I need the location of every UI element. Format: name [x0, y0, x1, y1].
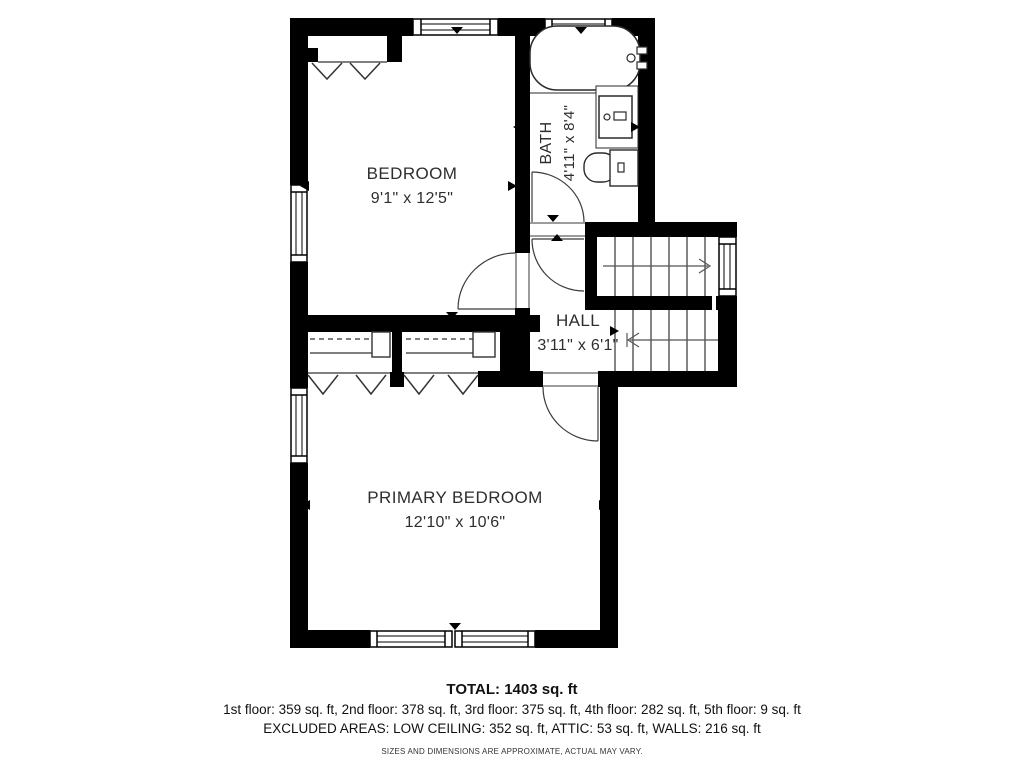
stairs-up-arrow [603, 259, 710, 273]
hanger-icon [308, 375, 338, 394]
room-dims: 12'10" x 10'6" [404, 513, 506, 531]
room-name: PRIMARY BEDROOM [367, 488, 543, 507]
excluded-areas: EXCLUDED AREAS: LOW CEILING: 352 sq. ft, ATTIC: 53 sq. ft, WALLS: 216 sq. ft [263, 721, 761, 737]
floor-areas: 1st floor: 359 sq. ft, 2nd floor: 378 sq. ft, 3rd floor: 375 sq. ft, 4th floor: 282 sq. ft, 5th floor: 9 sq. ft [223, 702, 801, 717]
hanger-icon [350, 63, 380, 79]
room-label-primary-bedroom [305, 486, 605, 534]
window-bottom-primary-left [370, 631, 452, 647]
room-label-hall [498, 309, 658, 357]
room-label-bedroom [292, 162, 532, 210]
room-dims: 3'11" x 6'1" [537, 336, 619, 354]
total-area: TOTAL: 1403 sq. ft [446, 681, 578, 698]
arrow-down-icon [547, 215, 559, 222]
window-stair-landing [719, 237, 736, 296]
room-dims: 9'1" x 12'5" [370, 189, 454, 207]
primary-bedroom-door [543, 387, 598, 441]
hall-door [532, 239, 584, 291]
arrow-down-icon [449, 623, 461, 630]
arrow-up-icon [551, 234, 563, 241]
disclaimer: SIZES AND DIMENSIONS ARE APPROXIMATE, ACTUAL MAY VARY. [381, 747, 643, 757]
room-dims: 4'11" x 8'4" [560, 104, 578, 182]
room-label-bath [497, 82, 619, 204]
window-left-primary [291, 388, 307, 463]
hanger-icon [448, 375, 478, 394]
hanger-icon [356, 375, 386, 394]
room-name: BATH [537, 121, 555, 165]
plan-summary [0, 681, 1024, 756]
hanger-icon [312, 63, 342, 79]
room-name: BEDROOM [366, 164, 458, 183]
hanger-icon [404, 375, 434, 394]
window-bottom-primary-right [455, 631, 535, 647]
room-name: HALL [555, 311, 601, 330]
bedroom-door [458, 253, 515, 309]
